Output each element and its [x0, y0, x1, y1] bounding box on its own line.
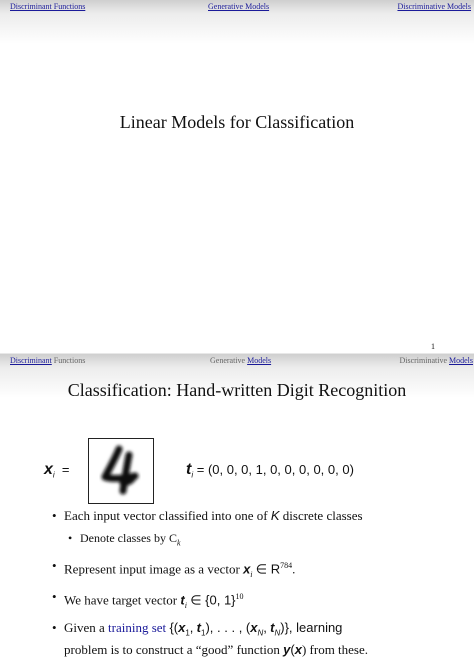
- bullet-item: [52, 620, 462, 658]
- t-index: i: [191, 470, 194, 480]
- t-symbol: t: [180, 592, 185, 608]
- nav-left-highlight: Discriminant: [10, 356, 52, 365]
- page-number: 1: [431, 342, 435, 351]
- index: 1: [201, 628, 206, 638]
- nav-mid-highlight: Models: [247, 356, 272, 365]
- nav-bar: [0, 0, 474, 44]
- set-symbol: ∈ R: [255, 561, 281, 577]
- nav-left-rest: Functions: [53, 356, 86, 365]
- x-index: i: [52, 470, 55, 480]
- nav-discriminative-models[interactable]: [399, 356, 473, 365]
- t-symbol: t: [270, 620, 275, 636]
- slide-2: [0, 354, 474, 657]
- index: N: [274, 628, 281, 638]
- t-value: = (0, 0, 0, 1, 0, 0, 0, 0, 0, 0): [196, 462, 354, 477]
- nav-discriminative-models[interactable]: Discriminative Models: [397, 2, 471, 11]
- bullet-item: [52, 508, 462, 524]
- nav-mid-first: Generative: [210, 356, 246, 365]
- y-symbol: y: [283, 641, 291, 657]
- math-text: ,: [189, 620, 194, 636]
- math-text: ), . . . , (: [205, 620, 251, 636]
- index: 1: [185, 628, 190, 638]
- i-index: i: [250, 570, 253, 580]
- bullet-text: Given a: [64, 620, 105, 636]
- nav-discriminant-functions[interactable]: [10, 356, 85, 365]
- x-symbol: x: [250, 620, 258, 636]
- dimension: 10: [235, 592, 244, 602]
- bullet-list: [52, 508, 462, 664]
- x-equals: =: [61, 462, 70, 477]
- period: .: [292, 561, 296, 577]
- nav-generative-models[interactable]: [210, 356, 271, 365]
- bullet-text: problem is to construct a “good” function: [64, 641, 280, 657]
- x-symbol: x: [178, 620, 186, 636]
- x-vector-label: [44, 461, 70, 480]
- k-symbol: K: [270, 508, 280, 523]
- nav-right-first: Discriminative: [399, 356, 447, 365]
- i-index: i: [184, 601, 187, 611]
- slide-title: Classification: Hand-written Digit Recognition: [67, 380, 407, 400]
- bullet-text: Represent input image as a vector: [64, 561, 240, 577]
- nav-generative-models[interactable]: Generative Models: [208, 2, 270, 11]
- bullet-text: ) from these.: [301, 641, 369, 657]
- bullet-text: Each input vector classified into one of: [64, 508, 268, 523]
- math-text: ,: [263, 620, 267, 636]
- x-symbol: x: [44, 461, 53, 478]
- t-symbol: t: [196, 620, 202, 636]
- bullet-text: Denote classes by C: [80, 531, 177, 545]
- x-symbol: x: [243, 561, 251, 577]
- k-index: k: [176, 538, 181, 548]
- math-text: (: [290, 641, 295, 657]
- nav-discriminant-functions[interactable]: Discriminant Functions: [10, 2, 86, 11]
- set-symbol: ∈ {0, 1}: [190, 592, 236, 608]
- t-symbol: t: [186, 461, 192, 478]
- bullet-item: [52, 589, 462, 614]
- training-set-link[interactable]: training set: [108, 620, 167, 636]
- dimension: 784: [280, 561, 293, 571]
- t-vector-label: [186, 461, 354, 480]
- x-symbol: x: [294, 641, 302, 657]
- sub-bullet-item: [68, 530, 462, 551]
- index: N: [257, 628, 264, 638]
- slide-title: Linear Models for Classification: [119, 112, 355, 132]
- bullet-item: [52, 558, 462, 583]
- math-text: {(: [169, 620, 179, 636]
- math-text: )}, learning: [280, 620, 343, 636]
- bullet-text: discrete classes: [282, 508, 363, 523]
- bullet-text: We have target vector: [64, 592, 178, 608]
- nav-right-highlight: Models: [449, 356, 473, 365]
- digit-image: [88, 438, 154, 504]
